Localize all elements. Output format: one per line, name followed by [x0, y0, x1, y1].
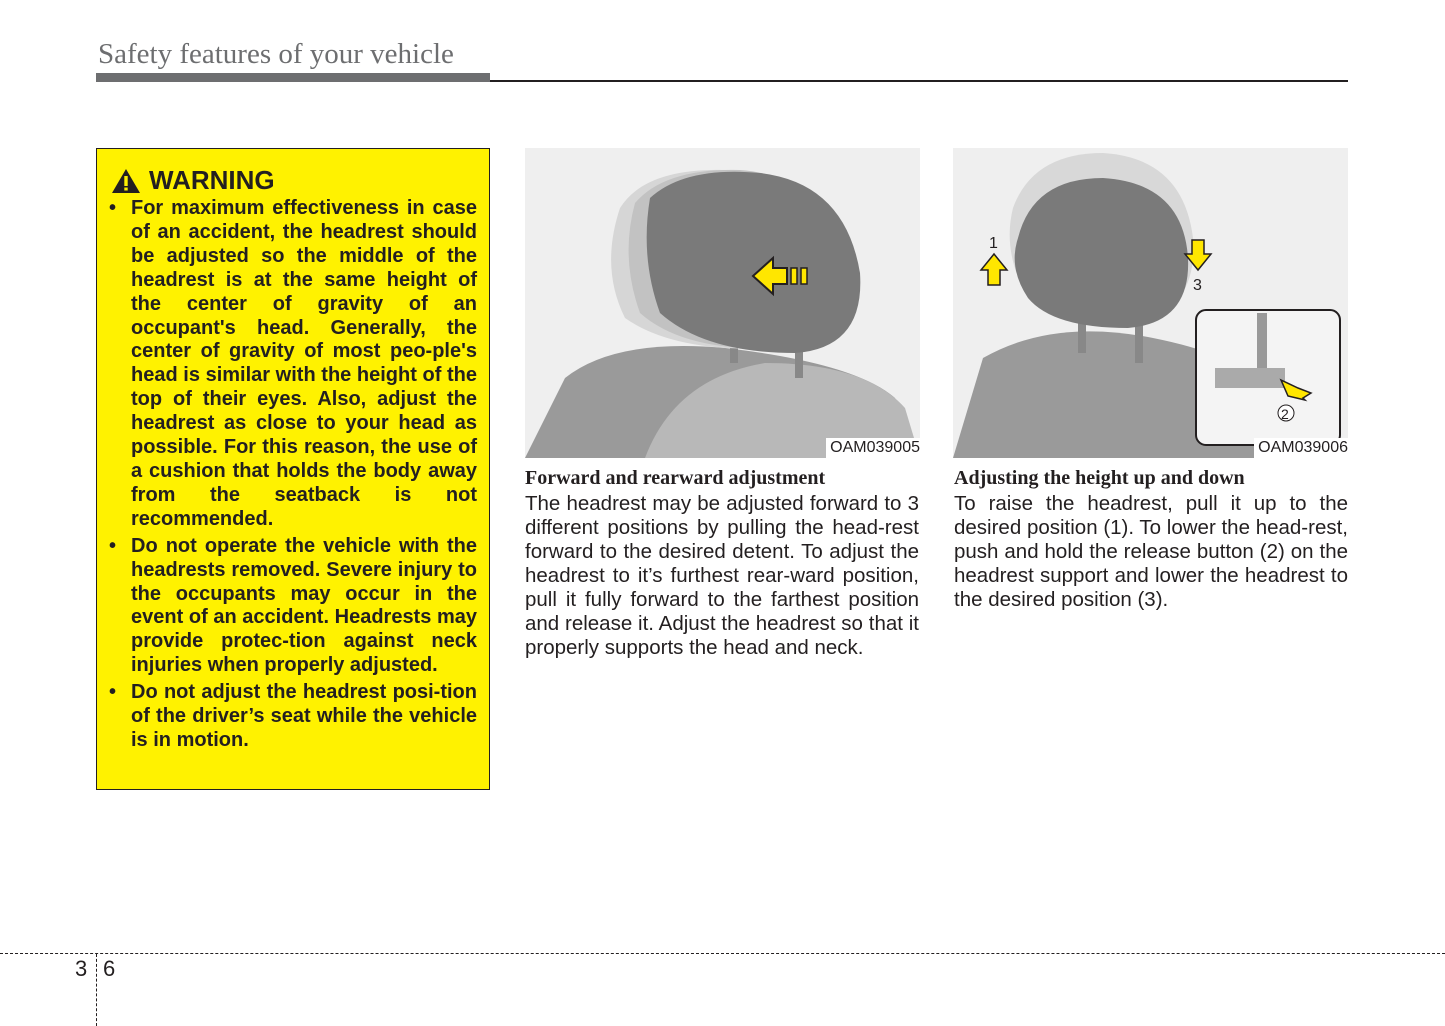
figure-forward-adjustment — [525, 148, 920, 458]
label-3: 3 — [1193, 277, 1202, 294]
section-heading: Adjusting the height up and down — [954, 467, 1245, 489]
warning-item: • Do not operate the vehicle with the headrests removed. Severe injury to the occupants may occur in the event of an accident. Headrests may provide protec-tion against neck injuries when properly adjusted. — [109, 535, 477, 678]
headrest-height-illustration — [953, 148, 1348, 458]
section-body: The headrest may be adjusted forward to 3 different positions by pulling the head-rest forward to the desired detent. To adjust the headrest to it’s furthest rear-ward position, pull it fully forward to the farthest position and release it. Adjust the headrest so that it properly supports the head and neck. — [525, 492, 919, 659]
label-2: 2 — [1281, 406, 1289, 422]
figure-code: OAM039005 — [826, 438, 920, 458]
section-forward-rearward — [525, 466, 919, 660]
header-rule — [490, 80, 1348, 82]
figure-height-adjustment — [953, 148, 1348, 458]
warning-item: • For maximum effectiveness in case of an accident, the headrest should be adjusted so the middle of the headrest is at the same height of the center of gravity of an occupant's head. Generally, the center of gravity of most peo-ple's head is similar with the height of the top of their eyes. Also, adjust the headrest as close to your head as possible. For this reason, the use of a cushion that holds the body away from the seatback is not recommended. — [109, 197, 477, 532]
warning-title: WARNING — [149, 165, 275, 195]
label-1: 1 — [989, 235, 998, 252]
figure-code: OAM039006 — [1254, 438, 1348, 458]
page-header-title: Safety features of your vehicle — [98, 38, 454, 70]
footer-divider — [96, 954, 97, 1026]
header-bar — [96, 73, 490, 82]
arrow-up-icon — [981, 254, 1007, 285]
warning-box — [96, 148, 490, 790]
page-number: 6 — [103, 956, 116, 981]
section-number: 3 — [75, 956, 88, 981]
section-height — [954, 466, 1348, 612]
footer-rule — [0, 953, 1445, 954]
headrest-forward-illustration — [525, 148, 920, 458]
warning-list — [109, 197, 477, 756]
warning-item: • Do not adjust the headrest posi-tion of the driver’s seat while the vehicle is in motion. — [109, 681, 477, 753]
section-heading: Forward and rearward adjustment — [525, 467, 826, 489]
section-body: To raise the headrest, pull it up to the desired position (1). To lower the head-rest, push and hold the release button (2) on the headrest support and lower the headrest to the desired position (3). — [954, 492, 1348, 611]
warning-triangle-icon — [111, 168, 141, 194]
warning-heading — [111, 165, 275, 196]
